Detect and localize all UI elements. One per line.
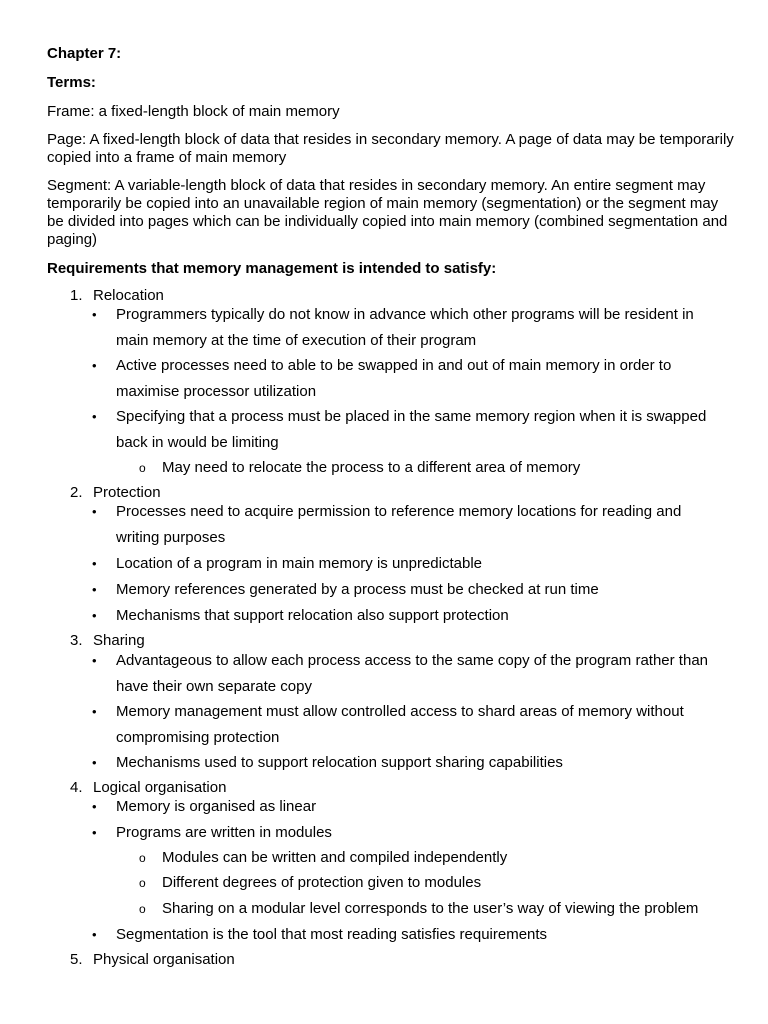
frame-definition: Frame: a fixed-length block of main memory [47,103,340,120]
bullet-icon: • [92,799,97,814]
sub-bullet-text: May need to relocate the process to a different area of memory [162,459,581,476]
bullet-text: Programmers typically do not know in advance which other programs will be resident in main memory at the time of execution of their program [116,306,694,349]
sub-bullet-icon: o [139,851,146,865]
bullet-text: Segmentation is the tool that most reading satisfies requirements [116,926,548,943]
list-item-title: Physical organisation [93,951,235,968]
sub-bullet-icon: o [139,902,146,916]
terms-heading: Terms: [47,74,96,91]
list-item-title: Relocation [93,287,164,304]
bullet-icon: • [92,556,97,571]
page-definition: Page: A fixed-length block of data that resides in secondary memory. A page of data may be temporarily copied into a frame of main memory [47,131,734,166]
bullet-text: Memory management must allow controlled access to shard areas of memory without compromising protection [116,703,684,746]
bullet-text: Memory references generated by a process must be checked at run time [116,581,599,598]
bullet-text: Active processes need to able to be swapped in and out of main memory in order to maximise processor utilization [116,357,672,400]
requirements-heading: Requirements that memory management is intended to satisfy: [47,260,497,277]
sub-bullet-text: Different degrees of protection given to modules [162,874,482,891]
bullet-text: Advantageous to allow each process access to the same copy of the program rather than have their own separate copy [116,652,709,695]
list-item-title: Sharing [93,632,145,649]
bullet-text: Specifying that a process must be placed in the same memory region when it is swapped back in would be limiting [116,408,707,451]
list-number: 1. [70,287,83,304]
list-item-title: Logical organisation [93,779,227,796]
chapter-heading: Chapter 7: [47,45,122,62]
bullet-icon: • [92,504,97,519]
list-number: 5. [70,951,83,968]
bullet-text: Processes need to acquire permission to reference memory locations for reading and writing purposes [116,503,682,546]
list-number: 4. [70,779,83,796]
bullet-text: Programs are written in modules [116,824,332,841]
segment-definition: Segment: A variable-length block of data that resides in secondary memory. An entire segment may temporarily be copied into an unavailable region of main memory (segmentation) or the segment may be divided into pages which can be individually copied into main memory (combined segmentation and paging) [47,177,728,248]
bullet-text: Location of a program in main memory is unpredictable [116,555,483,572]
bullet-icon: • [92,358,97,373]
list-number: 3. [70,632,83,649]
sub-bullet-icon: o [139,876,146,890]
bullet-text: Mechanisms that support relocation also support protection [116,607,509,624]
bullet-icon: • [92,653,97,668]
sub-bullet-text: Sharing on a modular level corresponds to the user’s way of viewing the problem [162,900,699,917]
bullet-icon: • [92,582,97,597]
bullet-icon: • [92,704,97,719]
bullet-text: Memory is organised as linear [116,798,317,815]
bullet-icon: • [92,927,97,942]
sub-bullet-icon: o [139,461,146,475]
sub-bullet-text: Modules can be written and compiled independently [162,849,508,866]
bullet-icon: • [92,825,97,840]
bullet-text: Mechanisms used to support relocation support sharing capabilities [116,754,563,771]
bullet-icon: • [92,608,97,623]
list-item-title: Protection [93,484,161,501]
bullet-icon: • [92,409,97,424]
bullet-icon: • [92,307,97,322]
list-number: 2. [70,484,83,501]
bullet-icon: • [92,755,97,770]
